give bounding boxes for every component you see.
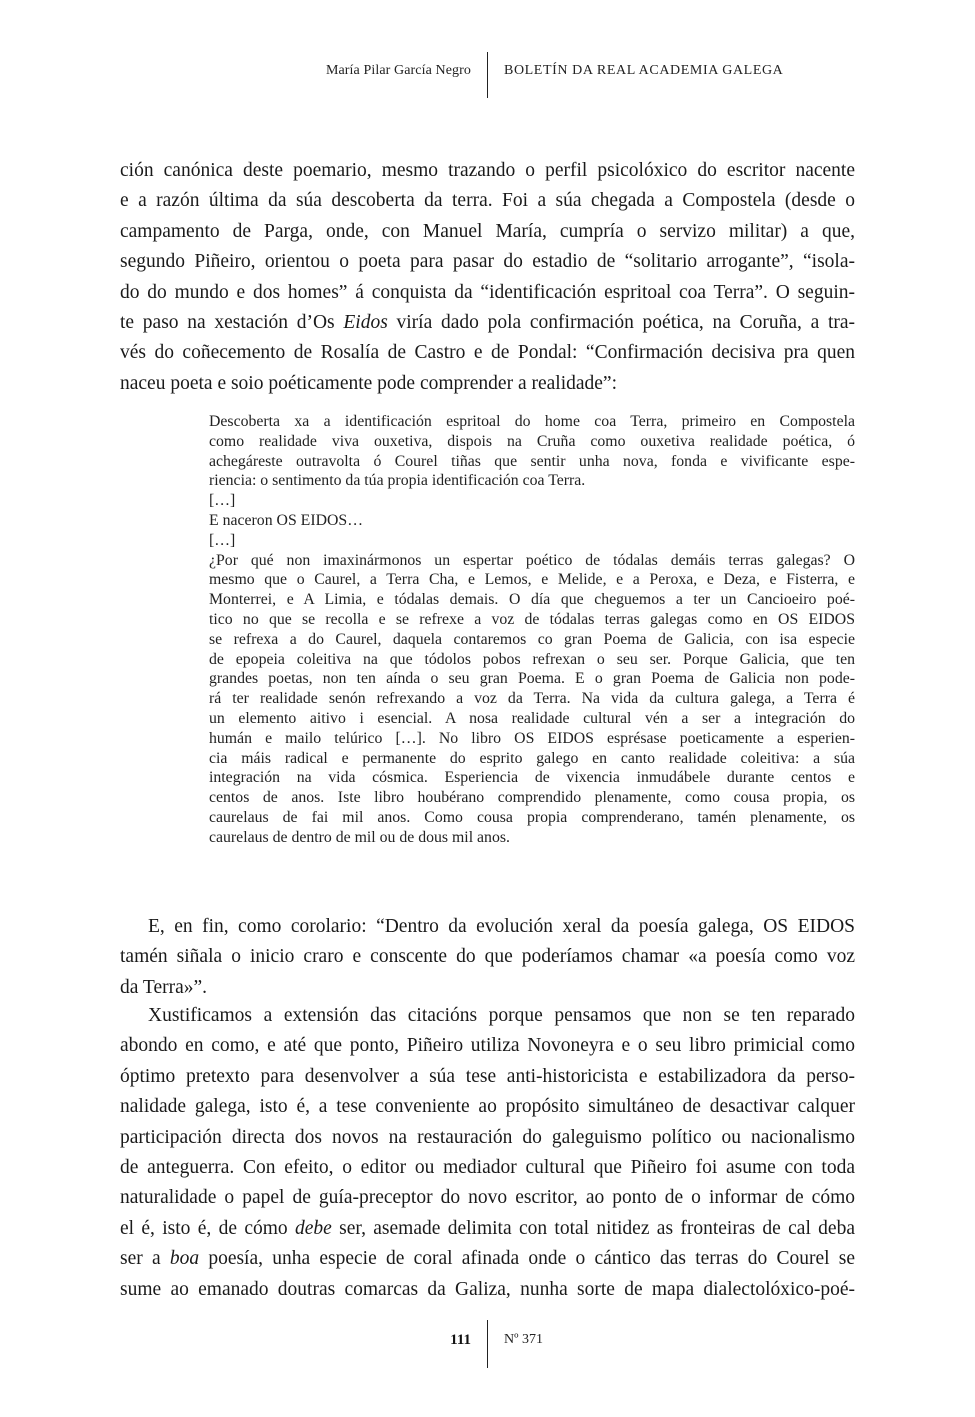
text-line: E, en fin, como corolario: “Dentro da evolución xeral da poesía galega, OS EIDOS (148, 916, 855, 937)
quote-line: centos de anos. Iste libro houbérano comprendido plenamente, como cousa propia, os (209, 789, 855, 807)
text-line (120, 1214, 855, 1244)
text-line: ción canónica deste poemario, mesmo trazando o perfil psicolóxico do escritor nacente (120, 160, 855, 181)
text-segment: ser a (120, 1248, 170, 1270)
text-line: Xustificamos a extensión das citacións porque pensamos que non se ten reparado (148, 1005, 855, 1026)
quote-line: tico no que se recolla e se refrexe a voz de tódalas terras galegas como en OS EIDOS (209, 610, 855, 628)
text-line: óptimo pretexto para desenvolver a súa tese anti-historicista e estabilizadora da perso- (120, 1065, 855, 1087)
text-segment: viría dado pola confirmación poética, na Coruña, a tra- (387, 312, 855, 334)
quote-line: humán e mailo telúrico […]. No libro OS EIDOS esprésase poeticamente a esperien- (209, 729, 855, 747)
quote-line: como realidade viva ouxetiva, dispois na Cruña como ouxetiva realidade poética, ó (209, 432, 855, 450)
text-line: nalidade galega, isto é, a tese conveniente ao propósito simultáneo de desactivar calquer (120, 1096, 855, 1118)
quote-line: se refrexa a do Caurel, daquela contaremos co gran Poema de Galicia, con isa especie (209, 630, 855, 648)
quote-line: de epopeia coleitiva na que tódolos pobos refrexan o seu ser. Porque Galicia, que ten (209, 650, 855, 668)
quote-line: achegáreste outravolta ó Courel tiñas que sentir unha nova, fonda e vivificante espe- (209, 452, 855, 470)
quote-line: riencia: o sentimento da túa propia identificación coa Terra. (209, 472, 586, 490)
header-journal-title: BOLETÍN DA REAL ACADEMIA GALEGA (504, 63, 784, 78)
footer-divider (487, 1320, 488, 1368)
text-line: campamento de Parga, onde, con Manuel María, cumpría o servizo militar) a que, (120, 220, 855, 242)
text-line: de anteguerra. Con efeito, o editor ou mediador cultural que Piñeiro foi asume con toda (120, 1157, 855, 1179)
text-line: segundo Piñeiro, orientou o poeta para pasar do estadio de “solitario arrogante”, “isola- (120, 251, 855, 273)
text-line: tamén siñala o inicio craro e conscente do que poderíamos chamar «a poesía como voz (120, 946, 855, 968)
emphasis-italic: boa (169, 1248, 200, 1270)
quote-line: caurelaus de fai mil anos. Como cousa propia comprenderano, tamén plenamente, os (209, 808, 855, 826)
paragraph-1 (120, 156, 855, 399)
header-divider (487, 52, 488, 98)
page-number: 111 (450, 1332, 471, 1348)
quote-line: rá ter realidade senón refrexando a voz da Terra. Na vida da cultura galega, a Terra é (209, 690, 855, 708)
issue-number: Nº 371 (504, 1332, 543, 1347)
book-title-italic: Eidos (343, 312, 388, 334)
text-line: e a razón última da súa descoberta da terra. Foi a súa chegada a Compostela (desde o (120, 190, 855, 212)
header-author: María Pilar García Negro (325, 63, 471, 78)
quote-line: un elemento aitivo i esencial. A nosa realidade cultural vén a ser a integración do (209, 709, 855, 727)
text-line: da Terra»”. (120, 976, 208, 998)
text-line: naceu poeta e soio poéticamente pode comprender a realidade”: (120, 372, 618, 394)
quote-line: caurelaus de dentro de mil ou de dous mil anos. (209, 828, 510, 846)
text-line: naturalidade o papel de guía-preceptor do novo escritor, ao ponto de o informar de cómo (120, 1187, 855, 1209)
quote-line: grandes poetas, non ten aínda o seu gran Poema. E o gran Poema de Galicia non pode- (209, 670, 855, 688)
text-line (120, 308, 855, 338)
page-footer (0, 1320, 975, 1368)
emphasis-italic: debe (294, 1217, 332, 1239)
text-segment: ser, asemade delimita con total nitidez as fronteiras de cal deba (331, 1217, 855, 1239)
quote-line: ¿Por qué non imaxinármonos un espertar poético de tódalas demáis terras galegas? O (209, 551, 855, 569)
quote-line: cia máis radical e permanente do esprito galego en canto realidade coleitiva: a súa (209, 749, 855, 767)
quote-ellipsis: […] (209, 531, 236, 549)
paragraph-3 (120, 1001, 855, 1305)
running-head (0, 52, 975, 98)
quote-line: integración na vida cósmica. Esperiencia de vixencia inmudábele durante centos e (209, 769, 855, 787)
text-segment: poesía, unha especie de coral afinada onde o cántico das terras do Courel se (199, 1248, 855, 1270)
text-segment: te paso na xestación d’Os (120, 312, 344, 334)
text-line: vés do coñecemento de Rosalía de Castro e de Pondal: “Confirmación decisiva pra quen (120, 342, 855, 364)
block-quote (209, 412, 855, 848)
quote-line: E naceron OS EIDOS… (209, 511, 363, 529)
text-segment: el é, isto é, de cómo (120, 1217, 295, 1239)
quote-line: Monterrei, e A Limia, e tódalas demais. O día que cheguemos a ter un Cancioeiro poé- (209, 591, 855, 609)
paragraph-2 (120, 912, 855, 1003)
quote-line: Descoberta xa a identificación espritoal do home coa Terra, primeiro en Compostela (209, 413, 855, 430)
text-line (120, 1244, 855, 1274)
quote-ellipsis: […] (209, 492, 236, 510)
quote-line: mesmo que o Caurel, a Terra Cha, e Lemos, e Melide, e a Peroxa, e Deza, e Fisterra, e (209, 571, 855, 589)
text-line: do do mundo e dos homes” á conquista da “identificación espritoal coa Terra”. O seguin- (120, 281, 855, 303)
text-line: abondo en como, e até que ponto, Piñeiro utiliza Novoneyra e o seu libro primicial como (120, 1035, 855, 1057)
text-line: participación directa dos novos na restauración do galeguismo político ou nacionalismo (120, 1126, 855, 1148)
text-line: sume ao emanado doutras comarcas da Galiza, nunha sorte de mapa dialectolóxico-poé- (120, 1278, 855, 1300)
